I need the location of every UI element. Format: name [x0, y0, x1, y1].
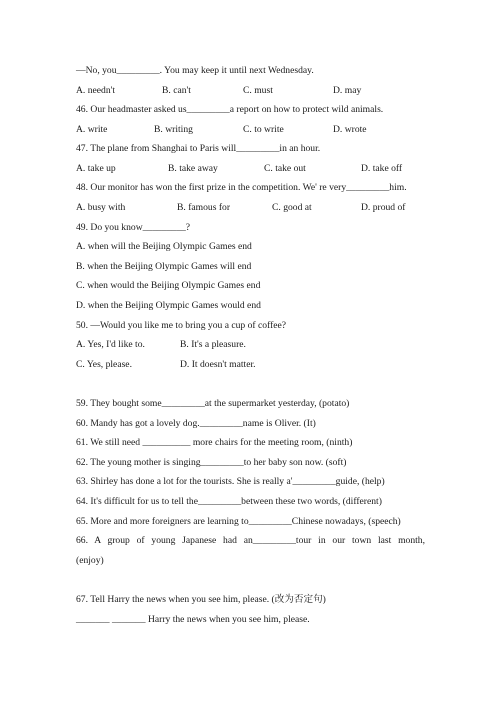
q50-option-a: A. Yes, I'd like to.	[76, 339, 145, 350]
q45-option-b: B. can't	[162, 85, 191, 96]
q66-prompt: 66. A group of young Japanese had an_________tour in our town last month,	[76, 535, 425, 546]
q48-option-d: D. proud of	[361, 202, 406, 213]
q47-option-c: C. take out	[264, 163, 306, 174]
q61-prompt: 61. We still need __________ more chairs for the meeting room, (ninth)	[76, 437, 353, 448]
q49-prompt: 49. Do you know_________?	[76, 222, 191, 233]
q50-option-b: B. It's a pleasure.	[180, 339, 246, 350]
q45-option-c: C. must	[243, 85, 273, 96]
q45-prompt: —No, you_________. You may keep it until next Wednesday.	[76, 65, 314, 76]
q49-option-d: D. when the Beijing Olympic Games would end	[76, 300, 261, 311]
q50-option-c: C. Yes, please.	[76, 359, 132, 370]
q63-prompt: 63. Shirley has done a lot for the tourists. She is really a'_________guide, (help)	[76, 476, 385, 487]
q46-option-a: A. write	[76, 124, 108, 135]
q46-prompt: 46. Our headmaster asked us_________a report on how to protect wild animals.	[76, 104, 384, 115]
q49-option-c: C. when would the Beijing Olympic Games end	[76, 280, 261, 291]
q46-option-b: B. writing	[154, 124, 193, 135]
q59-prompt: 59. They bought some_________at the supermarket yesterday, (potato)	[76, 398, 350, 409]
q64-prompt: 64. It's difficult for us to tell the_________between these two words, (different)	[76, 496, 382, 507]
q48-option-b: B. famous for	[177, 202, 231, 213]
q67-prompt: 67. Tell Harry the news when you see him, please. (改为否定句)	[76, 594, 326, 605]
q62-prompt: 62. The young mother is singing_________to her baby son now. (soft)	[76, 457, 347, 468]
q45-option-d: D. may	[333, 85, 362, 96]
q48-option-c: C. good at	[272, 202, 312, 213]
q65-prompt: 65. More and more foreigners are learning to_________Chinese nowadays, (speech)	[76, 516, 401, 527]
q47-option-a: A. take up	[76, 163, 116, 174]
q49-option-b: B. when the Beijing Olympic Games will end	[76, 261, 252, 272]
q47-prompt: 47. The plane from Shanghai to Paris will_________in an hour.	[76, 143, 321, 154]
q48-prompt: 48. Our monitor has won the first prize in the competition. We' re very_________him.	[76, 182, 407, 193]
q45-option-a: A. needn't	[76, 85, 116, 96]
q49-option-a: A. when will the Beijing Olympic Games end	[76, 241, 252, 252]
q67-answer-line: _______ _______ Harry the news when you see him, please.	[76, 614, 310, 625]
q46-option-c: C. to write	[243, 124, 284, 135]
q48-option-a: A. busy with	[76, 202, 126, 213]
q46-option-d: D. wrote	[333, 124, 367, 135]
q47-option-d: D. take off	[361, 163, 403, 174]
q47-option-b: B. take away	[168, 163, 218, 174]
q50-option-d: D. It doesn't matter.	[180, 359, 256, 370]
q60-prompt: 60. Mandy has got a lovely dog._________name is Oliver. (It)	[76, 418, 316, 429]
q50-prompt: 50. —Would you like me to bring you a cup of coffee?	[76, 320, 287, 331]
q66-hint: (enjoy)	[76, 555, 104, 566]
